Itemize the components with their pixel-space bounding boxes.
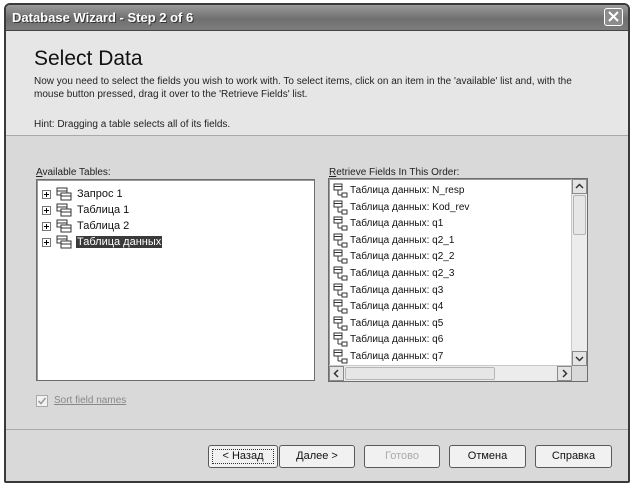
chevron-right-icon <box>558 367 571 380</box>
field-label: Таблица данных: q2_2 <box>350 251 455 263</box>
table-icon <box>56 219 72 236</box>
field-icon <box>333 266 349 284</box>
tree-item-label: Таблица 2 <box>77 220 130 232</box>
chevron-down-icon <box>573 352 586 365</box>
back-button-label: < Назад <box>222 450 264 462</box>
field-icon <box>333 233 349 251</box>
field-icon <box>333 332 349 350</box>
plus-expander-icon[interactable] <box>42 238 51 247</box>
wizard-header <box>6 31 628 136</box>
help-button-label: Справка <box>551 450 596 462</box>
scroll-down-button[interactable] <box>572 351 587 366</box>
tree-item-label: Запрос 1 <box>77 188 123 200</box>
plus-expander-icon[interactable] <box>42 222 51 231</box>
field-label: Таблица данных: q7 <box>350 351 444 362</box>
field-label: Таблица данных: q4 <box>350 301 444 313</box>
back-button[interactable] <box>208 445 278 468</box>
plus-expander-icon[interactable] <box>42 206 51 215</box>
sort-field-names-checkbox[interactable] <box>36 395 48 407</box>
next-button-label: Далее > <box>296 450 338 462</box>
scroll-left-button[interactable] <box>329 366 344 381</box>
table-icon <box>56 203 72 220</box>
finish-button[interactable] <box>364 445 440 468</box>
chevron-up-icon <box>573 180 586 193</box>
field-label: Таблица данных: q3 <box>350 284 444 296</box>
field-label: Таблица данных: q2_1 <box>350 234 455 246</box>
vertical-scrollbar[interactable] <box>571 179 587 366</box>
footer-divider <box>6 429 628 430</box>
available-tables-list[interactable] <box>36 179 315 381</box>
field-label: Таблица данных: N_resp <box>350 185 465 196</box>
field-label: Таблица данных: q1 <box>350 218 444 230</box>
instructions-text: Now you need to select the fields you wish to work with. To select items, click on an item in the 'available' list and, with the mouse button pressed, drag it over to the 'Retrieve Fields' list. <box>34 76 572 100</box>
tree-item-label: Таблица 1 <box>77 204 130 216</box>
close-button[interactable] <box>604 8 623 26</box>
tree-item-label: Таблица данных <box>77 236 162 248</box>
check-icon <box>37 396 47 406</box>
window-title: Database Wizard - Step 2 of 6 <box>12 10 194 25</box>
field-icon <box>333 249 349 267</box>
retrieve-fields-label: Retrieve Fields In This Order: <box>329 167 460 178</box>
scroll-up-button[interactable] <box>572 179 587 194</box>
table-icon <box>56 187 72 204</box>
retrieve-fields-list[interactable] <box>328 178 588 382</box>
help-button[interactable] <box>535 445 612 468</box>
title-bar <box>6 5 628 31</box>
field-icon <box>333 216 349 234</box>
field-label: Таблица данных: Kod_rev <box>350 201 470 213</box>
cancel-button[interactable] <box>449 445 526 468</box>
field-icon <box>333 299 349 317</box>
plus-expander-icon[interactable] <box>42 190 51 199</box>
horizontal-scrollbar[interactable] <box>329 365 572 381</box>
scroll-right-button[interactable] <box>557 366 572 381</box>
available-tables-label: Available Tables: <box>36 167 111 178</box>
chevron-left-icon <box>330 367 343 380</box>
sort-field-names-label: Sort field names <box>54 395 127 406</box>
field-icon <box>333 283 349 301</box>
field-icon <box>333 200 349 218</box>
field-icon <box>333 183 349 201</box>
field-label: Таблица данных: q2_3 <box>350 268 455 279</box>
scrollbar-corner <box>572 366 587 381</box>
finish-button-label: Готово <box>385 450 419 462</box>
wizard-window <box>4 3 630 483</box>
page-title: Select Data <box>34 47 143 70</box>
table-icon <box>56 235 72 252</box>
horizontal-scroll-thumb[interactable] <box>345 367 495 380</box>
vertical-scroll-thumb[interactable] <box>573 195 586 235</box>
next-button[interactable] <box>279 445 355 468</box>
field-label: Таблица данных: q5 <box>350 317 444 329</box>
field-label: Таблица данных: q6 <box>350 334 444 346</box>
close-icon <box>608 11 619 22</box>
field-icon <box>333 316 349 334</box>
cancel-button-label: Отмена <box>467 450 508 462</box>
hint-text: Hint: Dragging a table selects all of its fields. <box>34 119 231 130</box>
